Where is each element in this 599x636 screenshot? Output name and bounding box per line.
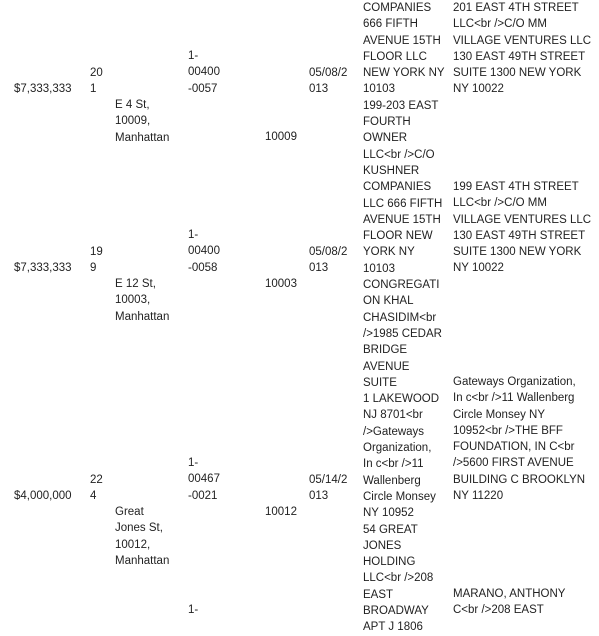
street-number: 22 4 [90,474,103,503]
sale-date: 05/08/2 013 [309,246,348,275]
zip-code: 10009 [265,131,297,143]
sale-price: $7,333,333 [14,83,72,95]
block-lot: 1- [188,604,199,616]
sale-price: $4,000,000 [14,490,72,502]
block-lot: 1- 00400 -0058 [188,229,220,274]
party-block: Gateways Organization, In c<br />11 Wallenberg Circle Monsey NY 10952<br />THE BFF FOUNDATION, IN C<br />5600 FIRST AVENUE BUILDING C BROOKLYN NY 11220 [453,376,586,503]
street-address: E 4 St, 10009, Manhattan [115,99,170,144]
party-block: 201 EAST 4TH STREET LLC<br />C/O MM VILLAGE VENTURES LLC 130 EAST 49TH STREET SUITE 1300 NEW YORK NY 10022 [453,2,592,96]
street-number: 19 9 [90,246,103,275]
party-block: MARANO, ANTHONY C<br />208 EAST [453,588,566,617]
zip-code: 10003 [265,278,297,290]
block-lot: 1- 00400 -0057 [188,50,220,95]
party-block: 199 EAST 4TH STREET LLC<br />C/O MM VILLAGE VENTURES LLC 130 EAST 49TH STREET SUITE 1300 NEW YORK NY 10022 [453,181,592,275]
street-address: E 12 St, 10003, Manhattan [115,278,170,323]
sale-price: $7,333,333 [14,262,72,274]
sale-date: 05/14/2 013 [309,474,348,503]
street-address: Great Jones St, 10012, Manhattan [115,506,170,567]
sale-date: 05/08/2 013 [309,67,348,96]
block-lot: 1- 00467 -0021 [188,457,220,502]
zip-code: 10012 [265,506,297,518]
street-number: 20 1 [90,67,103,96]
owner-column: COMPANIES 666 FIFTH AVENUE 15TH FLOOR LLC NEW YORK NY 10103 199-203 EAST FOURTH OWNER LLC<br />C/O KUSHNER COMPANIES LLC 666 FIFTH AVENUE 15TH FLOOR NEW YORK NY 10103 CONGREGATI ON KHAL CHASIDIM<br />1985 CEDAR BRIDGE AVENUE SUITE 1 LAKEWOOD NJ 8701<br />Gateways Organization, In c<br />11 Wallenberg Circle Monsey NY 10952 54 GREAT JONES HOLDING LLC<br />208 EAST BROADWAY APT J 1806 [363,2,445,634]
